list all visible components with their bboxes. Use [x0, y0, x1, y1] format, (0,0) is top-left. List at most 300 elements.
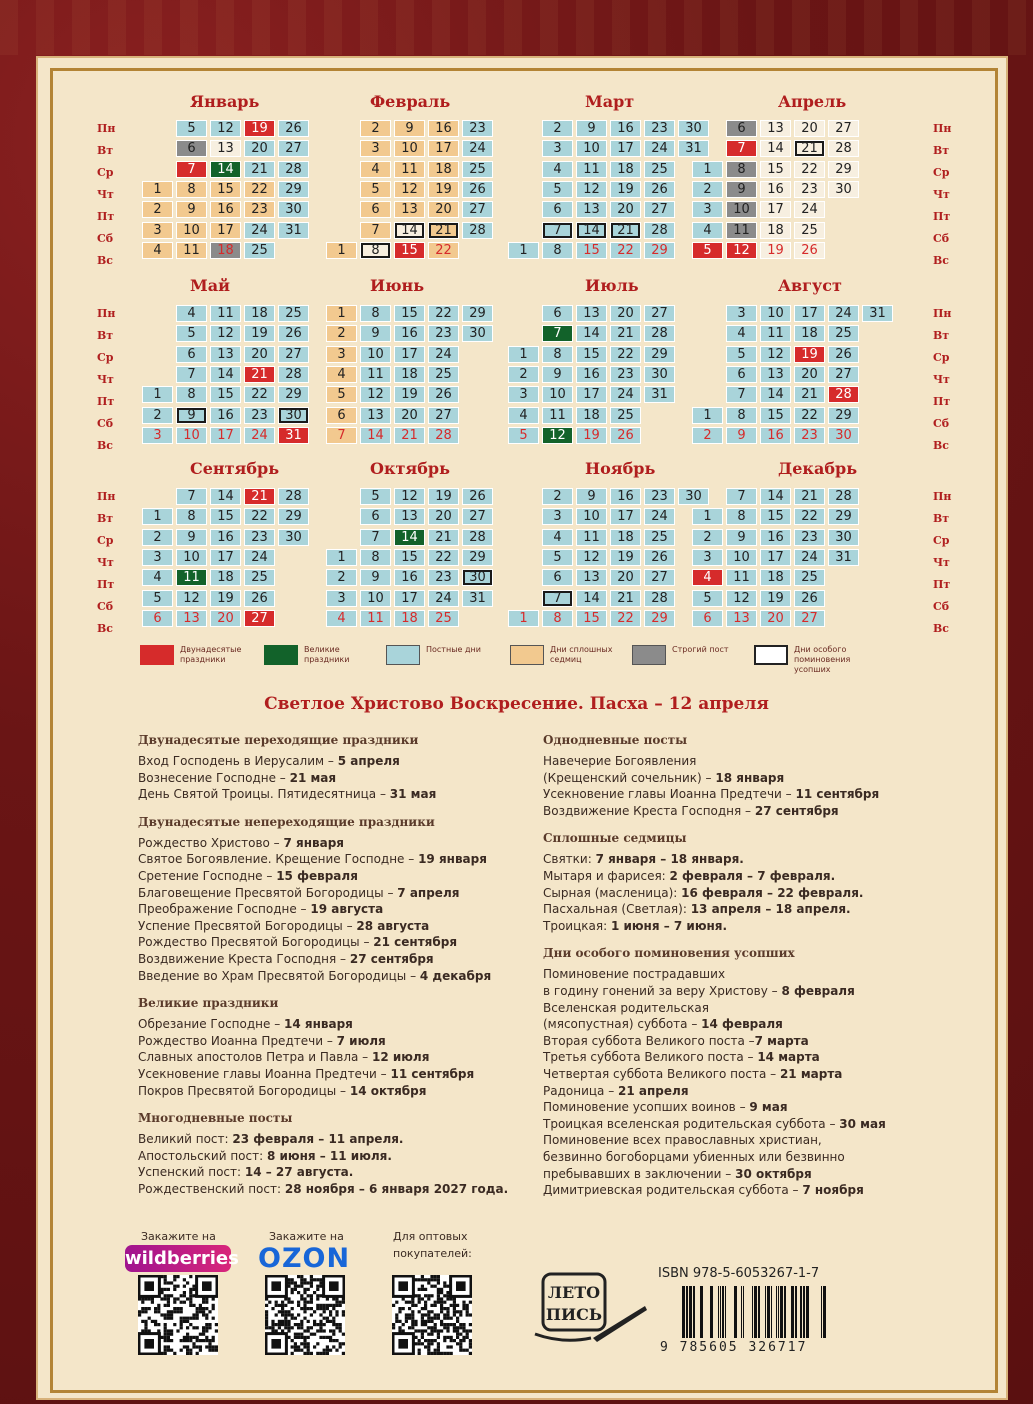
day-cell: 27: [828, 366, 859, 383]
day-cell: 24: [610, 386, 641, 403]
day-cell: 16: [428, 120, 459, 137]
day-cell: 11: [210, 305, 241, 322]
day-cell: 25: [794, 569, 825, 586]
day-cell: 7: [360, 222, 391, 239]
section-line: безвинно богоборцами убиенных или безвинно: [543, 1150, 845, 1164]
weekday-label-left: Чт: [97, 188, 114, 201]
day-cell: 5: [176, 120, 207, 137]
day-cell: 30: [278, 407, 309, 424]
day-cell: 6: [326, 407, 357, 424]
day-cell: 28: [278, 366, 309, 383]
day-cell: 4: [542, 161, 573, 178]
day-cell: 10: [760, 305, 791, 322]
day-cell: 16: [760, 529, 791, 546]
day-cell: 23: [244, 529, 275, 546]
day-cell: 29: [644, 242, 675, 259]
day-cell: 7: [176, 488, 207, 505]
wb-qr-code[interactable]: [138, 1275, 218, 1355]
day-cell: 23: [428, 569, 459, 586]
weekday-label-left: Чт: [97, 373, 114, 386]
day-cell: 3: [326, 346, 357, 363]
weekday-label-right: Вт: [933, 329, 950, 342]
section-line: Поминовение усопших воинов – 9 мая: [543, 1100, 788, 1115]
day-cell: 24: [462, 140, 493, 157]
day-cell: 15: [394, 305, 425, 322]
day-cell: 30: [278, 529, 309, 546]
day-cell: 18: [394, 610, 425, 627]
day-cell: 1: [142, 386, 173, 403]
weekday-label-left: Сб: [97, 417, 114, 430]
section-title: Многодневные посты: [138, 1111, 293, 1126]
day-cell: 17: [760, 201, 791, 218]
day-cell: 1: [326, 305, 357, 322]
day-cell: 26: [278, 120, 309, 137]
wildberries-logo[interactable]: wildberries: [125, 1245, 231, 1272]
day-cell: 1: [326, 549, 357, 566]
day-cell: 9: [726, 427, 757, 444]
day-cell: 27: [462, 508, 493, 525]
day-cell: 30: [462, 325, 493, 342]
section-line: Сырная (масленица): 16 февраля – 22 февраля.: [543, 885, 864, 900]
day-cell: 30: [462, 569, 493, 586]
day-cell: 3: [508, 386, 539, 403]
day-cell: 12: [726, 590, 757, 607]
day-cell: 14: [760, 488, 791, 505]
day-cell: 17: [610, 140, 641, 157]
day-cell: 21: [244, 161, 275, 178]
day-cell: 12: [176, 590, 207, 607]
day-cell: 20: [794, 120, 825, 137]
day-cell: 28: [278, 161, 309, 178]
day-cell: 24: [828, 305, 859, 322]
day-cell: 6: [692, 610, 723, 627]
month-title: Январь: [190, 92, 260, 111]
day-cell: 26: [462, 488, 493, 505]
day-cell: 7: [542, 325, 573, 342]
day-cell: 26: [610, 427, 641, 444]
day-cell: 27: [644, 201, 675, 218]
day-cell: 17: [794, 305, 825, 322]
weekday-label-left: Ср: [97, 351, 114, 364]
day-cell: 20: [394, 407, 425, 424]
section-line: Вселенская родительская: [543, 1000, 709, 1015]
svg-text:ПИСЬ: ПИСЬ: [545, 1305, 603, 1324]
barcode: [673, 1286, 833, 1342]
day-cell: 7: [726, 386, 757, 403]
section-line: Четвертая суббота Великого поста – 21 марта: [543, 1067, 843, 1081]
day-cell: 19: [394, 386, 425, 403]
day-cell: 7: [176, 161, 207, 178]
day-cell: 12: [394, 181, 425, 198]
section-line: Покров Пресвятой Богородицы – 14 октября: [138, 1083, 427, 1098]
day-cell: 6: [542, 305, 573, 322]
day-cell: 7: [360, 529, 391, 546]
weekday-label-left: Пн: [97, 307, 116, 320]
day-cell: 29: [828, 161, 859, 178]
day-cell: 15: [576, 346, 607, 363]
day-cell: 25: [644, 161, 675, 178]
day-cell: 23: [244, 201, 275, 218]
day-cell: 24: [244, 427, 275, 444]
month-title: Сентябрь: [190, 459, 280, 478]
day-cell: 17: [576, 386, 607, 403]
day-cell: 12: [394, 488, 425, 505]
day-cell: 23: [794, 181, 825, 198]
day-cell: 14: [210, 161, 241, 178]
section-line: Преображение Господне – 19 августа: [138, 902, 384, 917]
day-cell: 30: [278, 201, 309, 218]
day-cell: 11: [576, 161, 607, 178]
day-cell: 15: [210, 386, 241, 403]
day-cell: 20: [428, 201, 459, 218]
day-cell: 13: [760, 366, 791, 383]
day-cell: 2: [692, 181, 723, 198]
barcode-digits: 9 785605 326717: [660, 1340, 808, 1355]
day-cell: 4: [360, 161, 391, 178]
weekday-label-right: Чт: [933, 188, 950, 201]
day-cell: 22: [610, 346, 641, 363]
weekday-label-left: Пт: [97, 578, 115, 591]
day-cell: 16: [394, 569, 425, 586]
day-cell: 30: [678, 488, 709, 505]
day-cell: 15: [576, 610, 607, 627]
month-title: Октябрь: [370, 459, 450, 478]
day-cell: 31: [278, 222, 309, 239]
day-cell: 14: [394, 222, 425, 239]
day-cell: 23: [462, 120, 493, 137]
day-cell: 16: [210, 407, 241, 424]
weekday-label-left: Ср: [97, 166, 114, 179]
weekday-label-right: Пн: [933, 122, 952, 135]
day-cell: 22: [244, 386, 275, 403]
weekday-label-right: Вс: [933, 254, 949, 267]
legend-label: Дни особого поминовения усопших: [794, 645, 851, 674]
day-cell: 11: [760, 325, 791, 342]
day-cell: 4: [142, 242, 173, 259]
day-cell: 13: [576, 569, 607, 586]
day-cell: 31: [462, 590, 493, 607]
day-cell: 28: [828, 140, 859, 157]
day-cell: 2: [326, 569, 357, 586]
weekday-label-left: Пн: [97, 490, 116, 503]
day-cell: 26: [428, 386, 459, 403]
day-cell: 15: [760, 508, 791, 525]
legend-label: Строгий пост: [672, 645, 729, 654]
day-cell: 11: [360, 610, 391, 627]
weekday-label-right: Вт: [933, 144, 950, 157]
day-cell: 30: [828, 529, 859, 546]
day-cell: 10: [394, 140, 425, 157]
day-cell: 22: [244, 181, 275, 198]
section-line: (Крещенский сочельник) – 18 января: [543, 770, 785, 785]
legend-swatch: [140, 645, 174, 665]
day-cell: 31: [678, 140, 709, 157]
day-cell: 13: [360, 407, 391, 424]
day-cell: 22: [794, 508, 825, 525]
section-line: Успение Пресвятой Богородицы – 28 августа: [138, 918, 430, 933]
day-cell: 27: [244, 610, 275, 627]
day-cell: 28: [644, 325, 675, 342]
section-line: Апостольский пост: 8 июня – 11 июля.: [138, 1148, 392, 1163]
day-cell: 4: [326, 366, 357, 383]
day-cell: 31: [278, 427, 309, 444]
day-cell: 1: [692, 407, 723, 424]
day-cell: 1: [142, 508, 173, 525]
day-cell: 18: [428, 161, 459, 178]
day-cell: 26: [794, 590, 825, 607]
wholesale-label: Для оптовых покупателей:: [393, 1230, 472, 1260]
day-cell: 25: [794, 222, 825, 239]
day-cell: 7: [326, 427, 357, 444]
day-cell: 29: [462, 305, 493, 322]
day-cell: 3: [360, 140, 391, 157]
day-cell: 24: [244, 222, 275, 239]
day-cell: 28: [644, 590, 675, 607]
section-line: Рождество Пресвятой Богородицы – 21 сентября: [138, 935, 458, 950]
day-cell: 8: [360, 305, 391, 322]
day-cell: 14: [576, 590, 607, 607]
day-cell: 25: [828, 325, 859, 342]
day-cell: 21: [610, 590, 641, 607]
day-cell: 14: [360, 427, 391, 444]
day-cell: 21: [794, 140, 825, 157]
day-cell: 2: [142, 529, 173, 546]
day-cell: 3: [142, 222, 173, 239]
day-cell: 20: [244, 140, 275, 157]
weekday-label-left: Вт: [97, 329, 114, 342]
day-cell: 20: [794, 366, 825, 383]
day-cell: 25: [244, 569, 275, 586]
section-line: Благовещение Пресвятой Богородицы – 7 апреля: [138, 885, 460, 900]
day-cell: 4: [508, 407, 539, 424]
day-cell: 4: [692, 222, 723, 239]
letopis-logo: [533, 1268, 651, 1348]
day-cell: 26: [828, 346, 859, 363]
day-cell: 18: [610, 529, 641, 546]
day-cell: 30: [828, 427, 859, 444]
section-line: Третья суббота Великого поста – 14 марта: [543, 1050, 820, 1065]
ozon-order-label: Закажите на: [269, 1230, 344, 1243]
day-cell: 9: [176, 201, 207, 218]
section-line: Введение во Храм Пресвятой Богородицы – 4 декабря: [138, 968, 492, 983]
day-cell: 9: [394, 120, 425, 137]
day-cell: 14: [210, 366, 241, 383]
weekday-label-right: Пн: [933, 490, 952, 503]
day-cell: 8: [176, 181, 207, 198]
legend-swatch: [754, 645, 788, 665]
day-cell: 22: [244, 508, 275, 525]
day-cell: 6: [360, 201, 391, 218]
day-cell: 11: [726, 569, 757, 586]
section-line: в годину гонений за веру Христову – 8 февраля: [543, 984, 855, 998]
day-cell: 21: [244, 488, 275, 505]
day-cell: 15: [760, 161, 791, 178]
day-cell: 18: [244, 305, 275, 322]
day-cell: 7: [176, 366, 207, 383]
day-cell: 20: [610, 305, 641, 322]
section-line: Великий пост: 23 февраля – 11 апреля.: [138, 1132, 404, 1147]
day-cell: 10: [576, 140, 607, 157]
weekday-label-right: Чт: [933, 373, 950, 386]
month-title: Август: [778, 276, 842, 295]
day-cell: 16: [576, 366, 607, 383]
day-cell: 27: [278, 140, 309, 157]
section-line: Поминовение пострадавших: [543, 967, 726, 982]
legend-label: Дни сплошных седмиц: [550, 645, 613, 664]
day-cell: 30: [828, 181, 859, 198]
day-cell: 25: [428, 610, 459, 627]
day-cell: 13: [394, 508, 425, 525]
day-cell: 27: [828, 120, 859, 137]
day-cell: 10: [360, 346, 391, 363]
day-cell: 19: [428, 488, 459, 505]
day-cell: 1: [508, 346, 539, 363]
day-cell: 7: [726, 140, 757, 157]
weekday-label-right: Ср: [933, 351, 950, 364]
day-cell: 13: [576, 201, 607, 218]
day-cell: 22: [428, 242, 459, 259]
day-cell: 26: [644, 181, 675, 198]
day-cell: 18: [760, 569, 791, 586]
day-cell: 9: [726, 529, 757, 546]
day-cell: 13: [760, 120, 791, 137]
ozon-qr-code[interactable]: [265, 1275, 345, 1355]
section-line: День Святой Троицы. Пятидесятница – 31 мая: [138, 787, 437, 802]
day-cell: 5: [142, 590, 173, 607]
day-cell: 23: [428, 325, 459, 342]
day-cell: 8: [542, 346, 573, 363]
day-cell: 2: [542, 488, 573, 505]
day-cell: 9: [360, 325, 391, 342]
day-cell: 17: [760, 549, 791, 566]
day-cell: 6: [360, 508, 391, 525]
day-cell: 12: [576, 549, 607, 566]
day-cell: 12: [360, 386, 391, 403]
day-cell: 24: [244, 549, 275, 566]
day-cell: 29: [828, 407, 859, 424]
weekday-label-right: Ср: [933, 534, 950, 547]
day-cell: 3: [692, 201, 723, 218]
day-cell: 30: [678, 120, 709, 137]
weekday-label-left: Сб: [97, 600, 114, 613]
section-line: Воздвижение Креста Господня – 27 сентября: [543, 803, 839, 818]
ozon-logo[interactable]: OZON: [258, 1243, 351, 1274]
day-cell: 3: [142, 549, 173, 566]
weekday-label-left: Вс: [97, 439, 113, 452]
day-cell: 5: [176, 325, 207, 342]
day-cell: 22: [428, 549, 459, 566]
section-line: Вторая суббота Великого поста –7 марта: [543, 1033, 809, 1048]
day-cell: 19: [576, 427, 607, 444]
day-cell: 12: [576, 181, 607, 198]
day-cell: 8: [726, 407, 757, 424]
weekday-label-right: Сб: [933, 600, 950, 613]
day-cell: 2: [360, 120, 391, 137]
day-cell: 12: [760, 346, 791, 363]
day-cell: 15: [210, 181, 241, 198]
day-cell: 6: [142, 610, 173, 627]
day-cell: 14: [394, 529, 425, 546]
day-cell: 2: [326, 325, 357, 342]
day-cell: 3: [326, 590, 357, 607]
day-cell: 16: [760, 181, 791, 198]
section-line: Вход Господень в Иерусалим – 5 апреля: [138, 754, 400, 768]
day-cell: 9: [576, 120, 607, 137]
weekday-label-right: Вт: [933, 512, 950, 525]
day-cell: 13: [176, 610, 207, 627]
day-cell: 29: [278, 181, 309, 198]
legend-swatch: [264, 645, 298, 665]
section-line: Рождество Иоанна Предтечи – 7 июля: [138, 1033, 386, 1048]
day-cell: 24: [428, 590, 459, 607]
day-cell: 22: [610, 610, 641, 627]
section-title: Сплошные седмицы: [543, 831, 687, 846]
day-cell: 13: [394, 201, 425, 218]
day-cell: 8: [726, 508, 757, 525]
day-cell: 15: [394, 549, 425, 566]
day-cell: 16: [210, 201, 241, 218]
weekday-label-left: Вс: [97, 622, 113, 635]
day-cell: 31: [862, 305, 893, 322]
day-cell: 7: [542, 222, 573, 239]
day-cell: 17: [394, 590, 425, 607]
section-line: Мытаря и фарисея: 2 февраля – 7 февраля.: [543, 869, 836, 883]
month-title: Апрель: [778, 92, 847, 111]
weekday-label-left: Вс: [97, 254, 113, 267]
day-cell: 1: [508, 610, 539, 627]
day-cell: 21: [428, 222, 459, 239]
day-cell: 9: [176, 407, 207, 424]
day-cell: 22: [428, 305, 459, 322]
day-cell: 24: [428, 346, 459, 363]
wholesale-qr-code[interactable]: [392, 1275, 472, 1355]
day-cell: 15: [394, 242, 425, 259]
day-cell: 9: [726, 181, 757, 198]
day-cell: 25: [644, 529, 675, 546]
day-cell: 19: [428, 181, 459, 198]
weekday-label-left: Пт: [97, 210, 115, 223]
weekday-label-right: Вс: [933, 622, 949, 635]
day-cell: 7: [726, 488, 757, 505]
day-cell: 6: [176, 346, 207, 363]
day-cell: 22: [794, 161, 825, 178]
day-cell: 11: [360, 366, 391, 383]
day-cell: 16: [394, 325, 425, 342]
day-cell: 3: [542, 508, 573, 525]
day-cell: 6: [726, 366, 757, 383]
day-cell: 19: [610, 181, 641, 198]
day-cell: 17: [210, 222, 241, 239]
section-line: Воздвижение Креста Господня – 27 сентября: [138, 952, 434, 966]
day-cell: 8: [176, 386, 207, 403]
day-cell: 27: [278, 346, 309, 363]
day-cell: 4: [726, 325, 757, 342]
day-cell: 21: [610, 325, 641, 342]
section-title: Двунадесятые непереходящие праздники: [138, 814, 435, 829]
day-cell: 3: [692, 549, 723, 566]
section-line: Славных апостолов Петра и Павла – 12 июля: [138, 1050, 430, 1065]
day-cell: 21: [428, 529, 459, 546]
weekday-label-right: Ср: [933, 166, 950, 179]
day-cell: 10: [542, 386, 573, 403]
day-cell: 24: [794, 201, 825, 218]
day-cell: 14: [576, 325, 607, 342]
day-cell: 4: [692, 569, 723, 586]
day-cell: 2: [508, 366, 539, 383]
day-cell: 10: [726, 549, 757, 566]
day-cell: 30: [644, 366, 675, 383]
section-line: Обрезание Господне – 14 января: [138, 1017, 353, 1032]
